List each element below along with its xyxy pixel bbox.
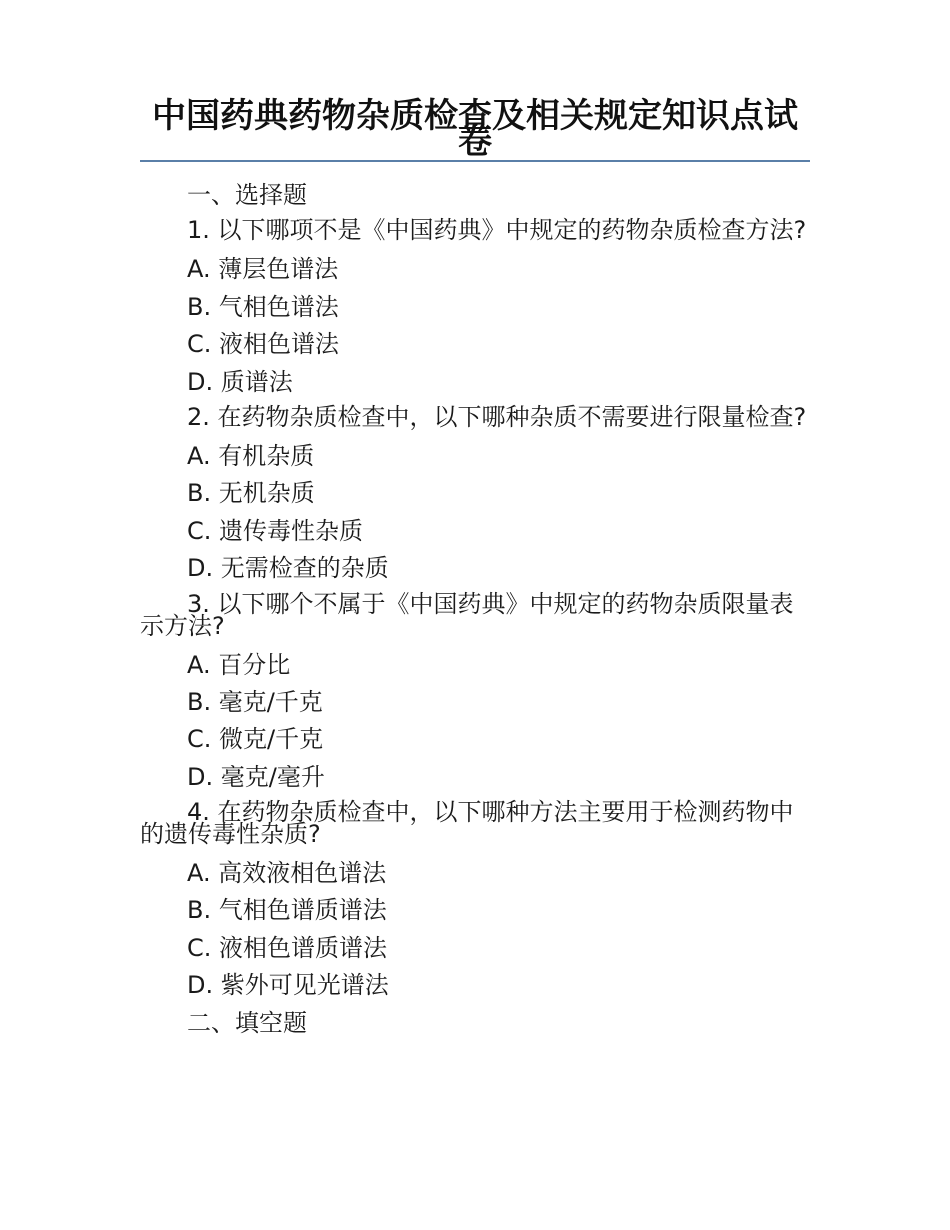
question-stem: 4. 在药物杂质检查中，以下哪种方法主要用于检测药物中的遗传毒性杂质? [140, 798, 794, 849]
option-item: A. 百分比 [187, 650, 291, 679]
option-item: D. 质谱法 [187, 367, 293, 396]
question-stem: 1. 以下哪项不是《中国药典》中规定的药物杂质检查方法? [187, 216, 807, 245]
option-item: D. 毫克/毫升 [187, 762, 325, 791]
option-item: C. 遗传毒性杂质 [187, 516, 364, 545]
option-item: D. 紫外可见光谱法 [187, 971, 389, 1000]
document-body [140, 177, 810, 1042]
option-item: A. 有机杂质 [187, 441, 315, 470]
question-stem: 2. 在药物杂质检查中，以下哪种杂质不需要进行限量检查? [187, 402, 807, 431]
option-item: B. 无机杂质 [187, 479, 315, 508]
option-item: B. 气相色谱质谱法 [187, 896, 387, 925]
option-item: C. 微克/千克 [187, 725, 324, 754]
option-item: C. 液相色谱法 [187, 330, 340, 359]
page-title: 中国药典药物杂质检查及相关规定知识点试卷 [152, 96, 798, 162]
option-item: A. 高效液相色谱法 [187, 859, 387, 888]
question-stem: 3. 以下哪个不属于《中国药典》中规定的药物杂质限量表示方法? [140, 589, 794, 640]
title-divider [140, 160, 810, 162]
option-item: D. 无需检查的杂质 [187, 554, 389, 583]
option-item: A. 薄层色谱法 [187, 255, 339, 284]
section-heading-choice: 一、选择题 [187, 181, 307, 209]
option-item: B. 气相色谱法 [187, 292, 339, 321]
section-heading-fill-in: 二、填空题 [187, 1008, 307, 1037]
option-item: C. 液相色谱质谱法 [187, 933, 388, 962]
option-item: B. 毫克/千克 [187, 687, 323, 716]
